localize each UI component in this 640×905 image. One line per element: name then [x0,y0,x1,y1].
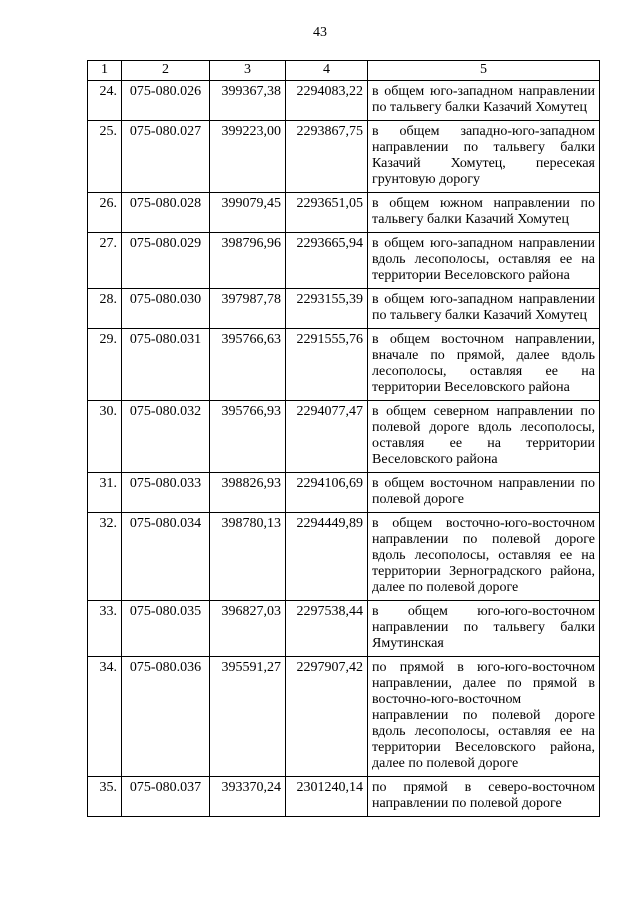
point-code: 075-080.035 [122,601,210,657]
header-col-2: 2 [122,61,210,81]
coord-y: 2297538,44 [286,601,368,657]
coord-x: 398780,13 [210,513,286,601]
point-code: 075-080.028 [122,193,210,233]
header-row [88,61,600,81]
boundary-table [87,60,600,817]
row-number: 28. [88,289,122,329]
direction-description: в общем юго-западном направлении вдоль лесополосы, оставляя ее на территории Веселовского района [368,233,600,289]
coord-y: 2294106,69 [286,473,368,513]
coord-y: 2294449,89 [286,513,368,601]
coord-x: 399367,38 [210,81,286,121]
row-number: 35. [88,777,122,817]
coord-y: 2294083,22 [286,81,368,121]
row-number: 27. [88,233,122,289]
direction-description: в общем северном направлении по полевой дороге вдоль лесополосы, оставляя ее на территории Веселовского района [368,401,600,473]
direction-description: в общем восточном направлении, вначале по прямой, далее вдоль лесополосы, оставляя ее на территории Веселовского района [368,329,600,401]
coord-y: 2291555,76 [286,329,368,401]
table-row [88,513,600,601]
table-row [88,777,600,817]
point-code: 075-080.029 [122,233,210,289]
coord-x: 395766,93 [210,401,286,473]
direction-description: по прямой в северо-восточном направлении по полевой дороге [368,777,600,817]
coord-y: 2293155,39 [286,289,368,329]
coord-y: 2297907,42 [286,657,368,777]
direction-description: по прямой в юго-юго-восточном направлении, далее по прямой в восточно-юго-восточном направлении по полевой дороге вдоль лесополосы, оставляя ее на территории Веселовского района, далее по полевой дороге [368,657,600,777]
point-code: 075-080.034 [122,513,210,601]
row-number: 31. [88,473,122,513]
header-col-4: 4 [286,61,368,81]
table-row [88,193,600,233]
point-code: 075-080.031 [122,329,210,401]
coord-y: 2301240,14 [286,777,368,817]
point-code: 075-080.036 [122,657,210,777]
coord-x: 398826,93 [210,473,286,513]
coord-x: 399223,00 [210,121,286,193]
coord-x: 398796,96 [210,233,286,289]
coord-y: 2293867,75 [286,121,368,193]
table-row [88,329,600,401]
table-row [88,289,600,329]
coord-x: 395766,63 [210,329,286,401]
table-row [88,657,600,777]
point-code: 075-080.033 [122,473,210,513]
direction-description: в общем юго-западном направлении по тальвегу балки Казачий Хомутец [368,81,600,121]
table-row [88,81,600,121]
header-col-3: 3 [210,61,286,81]
row-number: 32. [88,513,122,601]
point-code: 075-080.026 [122,81,210,121]
row-number: 26. [88,193,122,233]
coord-x: 396827,03 [210,601,286,657]
page-number: 43 [313,25,327,40]
row-number: 33. [88,601,122,657]
point-code: 075-080.032 [122,401,210,473]
direction-description: в общем южном направлении по тальвегу балки Казачий Хомутец [368,193,600,233]
coord-x: 393370,24 [210,777,286,817]
header-col-1: 1 [88,61,122,81]
direction-description: в общем западно-юго-западном направлении по тальвегу балки Казачий Хомутец, пересекая грунтовую дорогу [368,121,600,193]
coord-y: 2293651,05 [286,193,368,233]
coord-y: 2293665,94 [286,233,368,289]
header-col-5: 5 [368,61,600,81]
row-number: 25. [88,121,122,193]
point-code: 075-080.037 [122,777,210,817]
direction-description: в общем юго-юго-восточном направлении по тальвегу балки Ямутинская [368,601,600,657]
point-code: 075-080.030 [122,289,210,329]
table-row [88,601,600,657]
direction-description: в общем восточном направлении по полевой дороге [368,473,600,513]
coord-x: 399079,45 [210,193,286,233]
table-row [88,233,600,289]
row-number: 24. [88,81,122,121]
coord-x: 397987,78 [210,289,286,329]
table-row [88,121,600,193]
table-row [88,473,600,513]
table-row [88,401,600,473]
direction-description: в общем юго-западном направлении по тальвегу балки Казачий Хомутец [368,289,600,329]
row-number: 29. [88,329,122,401]
direction-description: в общем восточно-юго-восточном направлении по полевой дороге вдоль лесополосы, оставляя ее на территории Зерноградского района, далее по полевой дороге [368,513,600,601]
coord-x: 395591,27 [210,657,286,777]
point-code: 075-080.027 [122,121,210,193]
coord-y: 2294077,47 [286,401,368,473]
row-number: 34. [88,657,122,777]
row-number: 30. [88,401,122,473]
